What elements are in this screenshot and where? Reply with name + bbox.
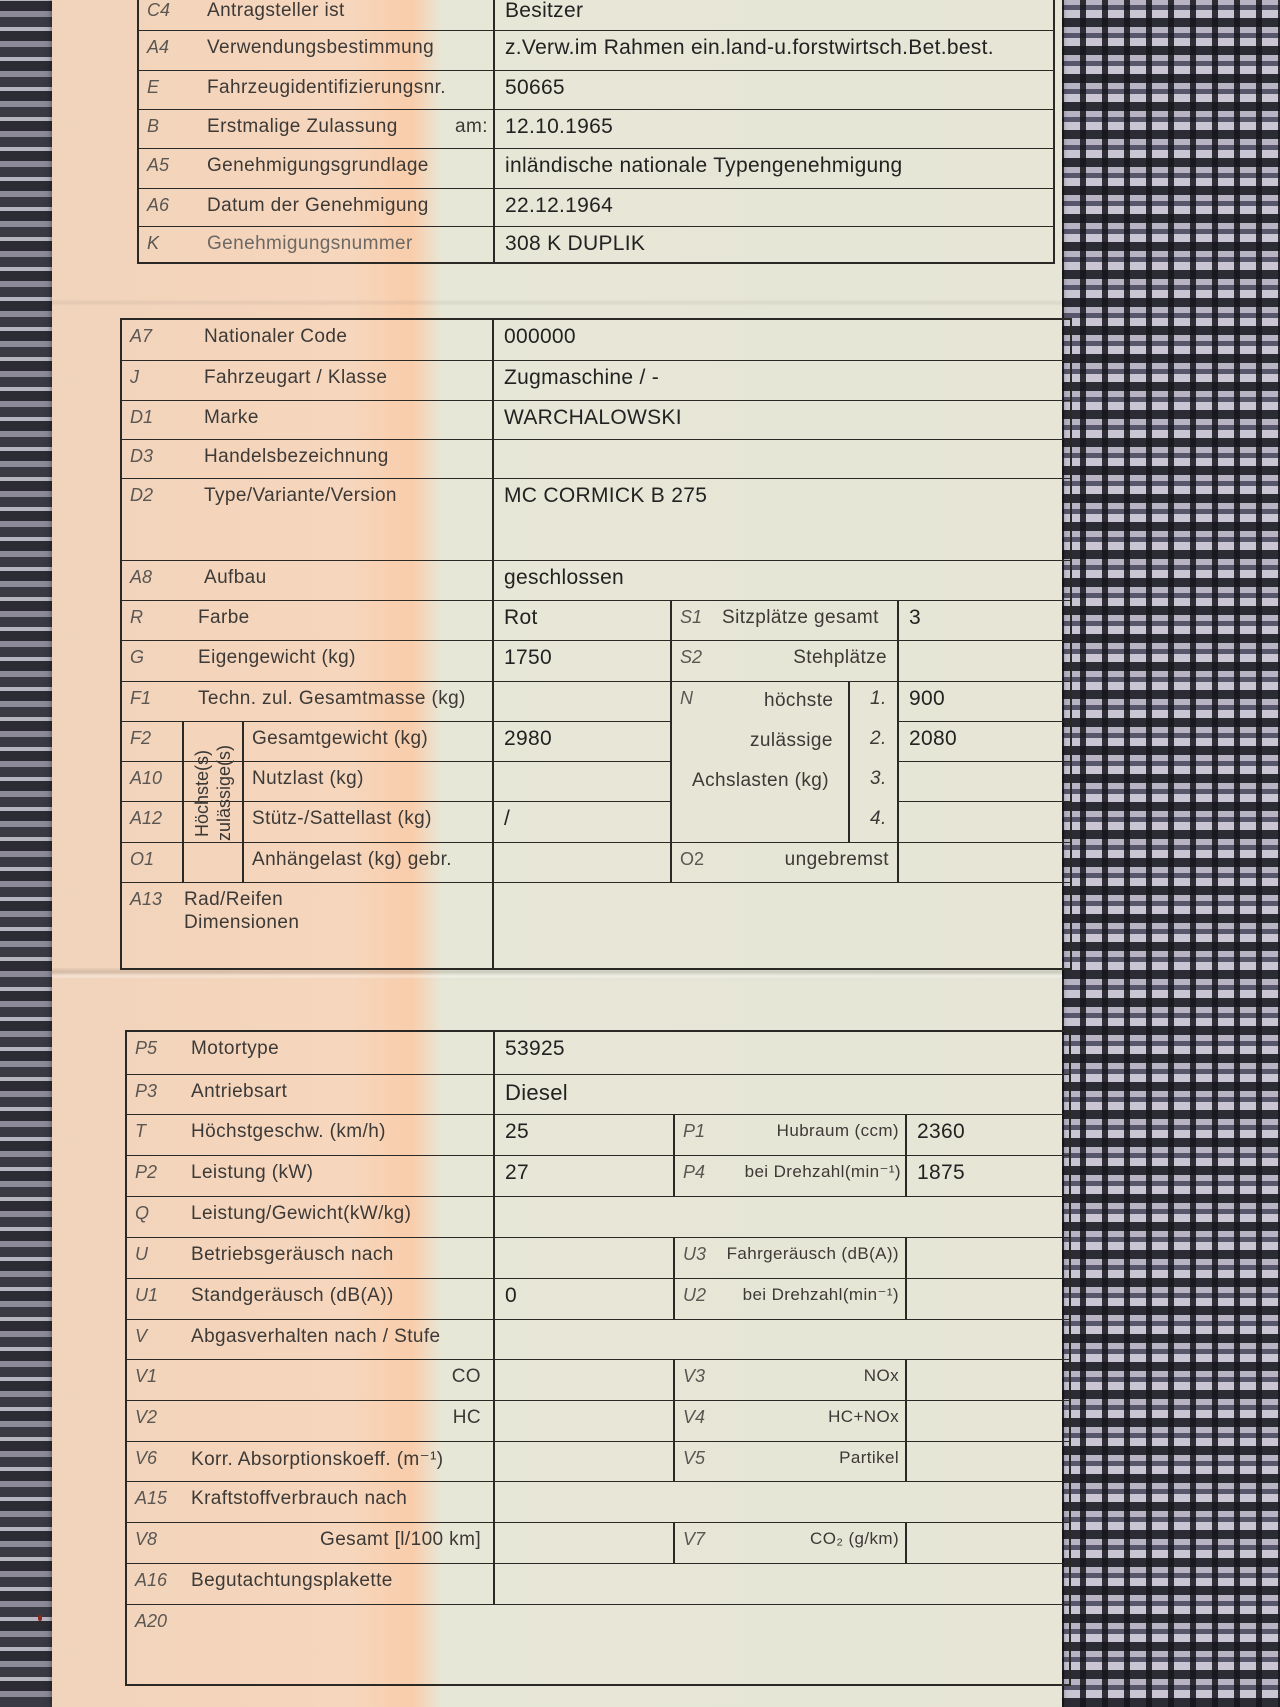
fabric-background-right xyxy=(1058,0,1280,1707)
field-label: Begutachtungsplakette xyxy=(191,1570,393,1591)
field-label: CO₂ (g/km) xyxy=(810,1529,899,1548)
field-code: D2 xyxy=(130,485,154,505)
field-code: A15 xyxy=(135,1488,168,1508)
axle-loads-block xyxy=(670,681,897,842)
section-registration-info xyxy=(137,0,1055,264)
row-g-s2 xyxy=(122,640,1070,681)
field-code: S1 xyxy=(680,607,703,627)
field-label: Handelsbezeichnung xyxy=(204,446,389,467)
field-code: A13 xyxy=(130,889,163,909)
row-u-u3 xyxy=(127,1237,1069,1278)
paper-fold xyxy=(52,300,1062,306)
field-value: 50665 xyxy=(505,76,565,99)
field-label: Gesamtgewicht (kg) xyxy=(252,728,429,749)
field-value: MC CORMICK B 275 xyxy=(504,484,708,507)
field-code: C4 xyxy=(147,0,171,20)
field-code: T xyxy=(135,1121,146,1141)
field-label: Fahrgeräusch (dB(A)) xyxy=(726,1244,899,1263)
field-value: 1875 xyxy=(917,1161,965,1184)
row-f1 xyxy=(122,681,1070,721)
row-p3 xyxy=(127,1074,1069,1114)
field-label: Fahrzeugart / Klasse xyxy=(204,367,388,388)
axle-number: 2. xyxy=(870,728,887,749)
field-code: A4 xyxy=(147,37,170,57)
row-v xyxy=(127,1319,1069,1359)
row-a8 xyxy=(122,560,1070,600)
field-value: 2980 xyxy=(504,727,552,750)
field-label: Achslasten (kg) xyxy=(692,770,829,791)
field-label: Korr. Absorptionskoeff. (m⁻¹) xyxy=(191,1449,444,1470)
field-value: 22.12.1964 xyxy=(505,194,614,217)
row-c4 xyxy=(139,0,1053,30)
row-a16 xyxy=(127,1563,1069,1604)
field-label: Antriebsart xyxy=(191,1081,288,1102)
row-a15 xyxy=(127,1481,1069,1522)
field-code: V7 xyxy=(683,1529,706,1549)
field-code: V xyxy=(135,1326,148,1346)
field-label: Gesamt [l/100 km] xyxy=(320,1529,481,1550)
field-value: 2360 xyxy=(917,1120,965,1143)
field-value: 0 xyxy=(505,1284,517,1307)
field-code: R xyxy=(130,607,143,627)
field-code: J xyxy=(130,367,139,387)
field-label: bei Drehzahl(min⁻¹) xyxy=(744,1162,901,1181)
field-label: Motortype xyxy=(191,1038,280,1059)
ink-mark xyxy=(38,1615,42,1621)
field-label: Partikel xyxy=(839,1448,899,1467)
field-code: A8 xyxy=(130,567,153,587)
field-code: P2 xyxy=(135,1162,158,1182)
field-value: / xyxy=(504,807,511,830)
row-a4 xyxy=(139,30,1053,70)
field-code: D3 xyxy=(130,446,154,466)
field-code: P4 xyxy=(683,1162,706,1182)
row-p5 xyxy=(127,1032,1069,1074)
field-code: A20 xyxy=(135,1611,168,1631)
row-d3 xyxy=(122,439,1070,478)
field-label: Antragsteller ist xyxy=(207,0,345,21)
row-v8-v7 xyxy=(127,1522,1069,1563)
field-label: Leistung/Gewicht(kW/kg) xyxy=(191,1203,412,1224)
field-label: HC+NOx xyxy=(828,1407,899,1426)
row-a13 xyxy=(122,882,1070,970)
axle-number: 3. xyxy=(870,768,887,789)
field-label: HC xyxy=(452,1407,481,1428)
field-value: Zugmaschine / - xyxy=(504,366,660,389)
field-label: Standgeräusch (dB(A)) xyxy=(191,1285,394,1306)
row-p2-p4 xyxy=(127,1155,1069,1196)
field-code: U3 xyxy=(683,1244,707,1264)
field-value: 25 xyxy=(505,1120,529,1143)
row-q xyxy=(127,1196,1069,1237)
field-label: zulässige xyxy=(750,730,833,751)
vertical-label: zulässige(s) xyxy=(214,744,234,841)
field-label: NOx xyxy=(863,1366,899,1385)
field-code: P1 xyxy=(683,1121,706,1141)
field-label: Fahrzeugidentifizierungsnr. xyxy=(207,77,446,98)
row-o1-o2 xyxy=(122,842,1070,882)
field-label: Genehmigungsgrundlage xyxy=(207,155,429,176)
field-label: CO xyxy=(451,1366,481,1387)
row-e xyxy=(139,70,1053,109)
field-label: Farbe xyxy=(198,607,250,628)
field-code: O2 xyxy=(680,849,705,869)
row-j xyxy=(122,360,1070,400)
field-label: Nationaler Code xyxy=(204,326,348,347)
field-code: F2 xyxy=(130,728,152,748)
fabric-background-left xyxy=(0,0,58,1707)
row-f2 xyxy=(122,721,1070,761)
field-label: Aufbau xyxy=(204,567,267,588)
field-code: U2 xyxy=(683,1285,707,1305)
row-a12 xyxy=(122,801,1070,842)
field-code: P3 xyxy=(135,1081,158,1101)
field-label: Leistung (kW) xyxy=(191,1162,314,1183)
field-label: Type/Variante/Version xyxy=(204,485,397,506)
field-label-suffix: am: xyxy=(455,116,488,137)
row-k xyxy=(139,226,1053,262)
row-a20 xyxy=(127,1604,1069,1686)
row-d1 xyxy=(122,400,1070,439)
field-label: Marke xyxy=(204,407,259,428)
field-code: A6 xyxy=(147,195,170,215)
max-permitted-group xyxy=(182,721,242,882)
field-label: Anhängelast (kg) gebr. xyxy=(252,849,452,870)
field-label: Hubraum (ccm) xyxy=(776,1121,899,1140)
field-label: höchste xyxy=(764,690,834,711)
field-label: ungebremst xyxy=(784,849,889,870)
field-value: geschlossen xyxy=(504,566,625,589)
section-engine-data xyxy=(125,1030,1071,1686)
axle-number: 1. xyxy=(870,688,887,709)
row-v2-v4 xyxy=(127,1400,1069,1441)
field-label: bei Drehzahl(min⁻¹) xyxy=(742,1285,899,1304)
field-label: Stehplätze xyxy=(793,647,887,668)
axle-value: 2080 xyxy=(909,727,957,750)
row-a6 xyxy=(139,188,1053,226)
field-code: A5 xyxy=(147,155,170,175)
field-value: 3 xyxy=(909,606,921,629)
field-code: A16 xyxy=(135,1570,168,1590)
field-code: U1 xyxy=(135,1285,159,1305)
field-label: Sitzplätze gesamt xyxy=(722,607,879,628)
field-value: 53925 xyxy=(505,1037,565,1060)
field-code: V5 xyxy=(683,1448,706,1468)
field-value: z.Verw.im Rahmen ein.land-u.forstwirtsch.Bet.best. xyxy=(505,36,994,59)
row-v6-v5 xyxy=(127,1441,1069,1481)
field-code: A10 xyxy=(130,768,163,788)
field-code: P5 xyxy=(135,1038,158,1058)
field-code: Q xyxy=(135,1203,150,1223)
field-code: O1 xyxy=(130,849,155,869)
field-code: D1 xyxy=(130,407,154,427)
field-label: Nutzlast (kg) xyxy=(252,768,364,789)
field-code: E xyxy=(147,77,160,97)
field-value: 27 xyxy=(505,1161,529,1184)
field-code: G xyxy=(130,647,145,667)
row-d2 xyxy=(122,478,1070,560)
field-value: inländische nationale Typengenehmigung xyxy=(505,154,903,177)
field-label: Datum der Genehmigung xyxy=(207,195,429,216)
field-label: Höchstgeschw. (km/h) xyxy=(191,1121,386,1142)
row-r-s1 xyxy=(122,600,1070,640)
vertical-label: Höchste(s) xyxy=(192,749,212,837)
field-label: Genehmigungsnummer xyxy=(207,233,413,254)
axle-number: 4. xyxy=(870,808,887,829)
field-value: Diesel xyxy=(505,1080,568,1105)
field-label: Abgasverhalten nach / Stufe xyxy=(191,1326,441,1347)
field-code: V4 xyxy=(683,1407,706,1427)
row-a7 xyxy=(122,320,1070,360)
field-label: Erstmalige Zulassung xyxy=(207,116,398,137)
field-code: V6 xyxy=(135,1448,158,1468)
axle-value: 900 xyxy=(909,687,945,710)
field-code: F1 xyxy=(130,688,152,708)
field-label: Verwendungsbestimmung xyxy=(207,37,435,58)
field-code: B xyxy=(147,116,160,136)
field-code: V3 xyxy=(683,1366,706,1386)
field-label: Eigengewicht (kg) xyxy=(198,647,356,668)
row-u1-u2 xyxy=(127,1278,1069,1319)
row-b xyxy=(139,109,1053,148)
field-code: U xyxy=(135,1244,148,1264)
field-code: V1 xyxy=(135,1366,158,1386)
field-code: V2 xyxy=(135,1407,158,1427)
field-label: Techn. zul. Gesamtmasse (kg) xyxy=(198,688,466,709)
field-value: 12.10.1965 xyxy=(505,115,614,138)
field-code: V8 xyxy=(135,1529,158,1549)
row-a10 xyxy=(122,761,1070,801)
field-label: Rad/Reifen xyxy=(184,889,284,910)
field-code: S2 xyxy=(680,647,703,667)
field-value: Rot xyxy=(504,606,538,629)
row-t-p1 xyxy=(127,1114,1069,1155)
field-value: Besitzer xyxy=(505,0,584,22)
field-label: Stütz-/Sattellast (kg) xyxy=(252,808,432,829)
field-value: 1750 xyxy=(504,646,552,669)
field-code: N xyxy=(680,688,693,708)
row-a5 xyxy=(139,148,1053,188)
field-value: 308 K DUPLIK xyxy=(505,232,646,255)
field-label: Kraftstoffverbrauch nach xyxy=(191,1488,408,1509)
field-value: WARCHALOWSKI xyxy=(504,406,682,429)
field-code: K xyxy=(147,233,160,253)
field-code: A7 xyxy=(130,326,153,346)
field-value: 000000 xyxy=(504,325,576,348)
field-code: A12 xyxy=(130,808,163,828)
field-label: Dimensionen xyxy=(184,912,300,933)
row-v1-v3 xyxy=(127,1359,1069,1400)
section-vehicle-data xyxy=(120,318,1072,970)
field-label: Betriebsgeräusch nach xyxy=(191,1244,394,1265)
